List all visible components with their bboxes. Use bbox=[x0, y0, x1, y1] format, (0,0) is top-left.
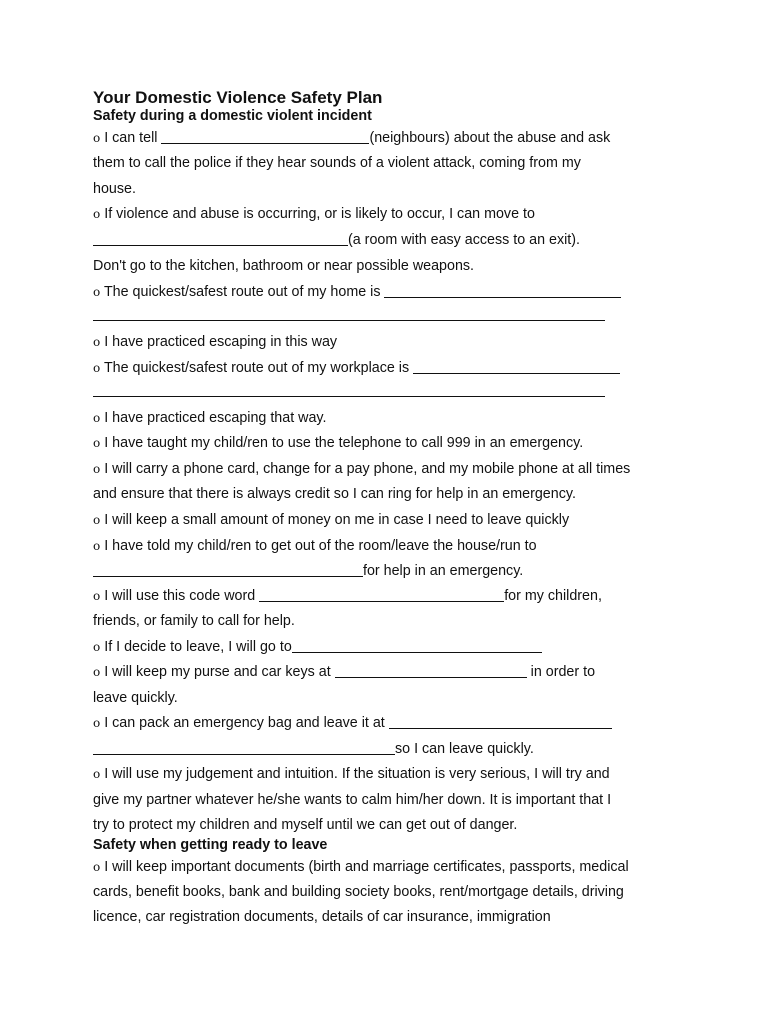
bullet: o bbox=[93, 411, 101, 425]
text: so I can leave quickly. bbox=[395, 741, 534, 757]
bullet: o bbox=[93, 436, 101, 450]
line-phone-card bbox=[93, 460, 630, 478]
bullet: o bbox=[93, 539, 101, 553]
bullet: o bbox=[93, 716, 101, 730]
line-money bbox=[93, 511, 569, 529]
line-call-police: them to call the police if they hear sounds of a violent attack, coming from my bbox=[93, 155, 581, 171]
line-workplace-route bbox=[93, 359, 620, 377]
line-licence: licence, car registration documents, details of car insurance, immigration bbox=[93, 909, 551, 925]
text: (a room with easy access to an exit). bbox=[348, 232, 581, 248]
line-leave-quickly: leave quickly. bbox=[93, 690, 178, 706]
text: for my children, bbox=[504, 588, 602, 604]
blank-field-code-word[interactable] bbox=[259, 587, 504, 602]
bullet: o bbox=[93, 285, 101, 299]
line-house: house. bbox=[93, 181, 136, 197]
line-move-to bbox=[93, 205, 535, 223]
blank-field-keys[interactable] bbox=[335, 663, 527, 678]
blank-field-go-to[interactable] bbox=[292, 638, 542, 653]
text: I will keep my purse and car keys at bbox=[104, 664, 331, 680]
blank-line-home-route[interactable] bbox=[93, 320, 605, 321]
text: in order to bbox=[530, 664, 596, 680]
blank-field-home-route[interactable] bbox=[384, 283, 621, 298]
bullet: o bbox=[93, 589, 101, 603]
line-decide-leave bbox=[93, 638, 542, 656]
text: I can tell bbox=[104, 130, 158, 146]
line-keys bbox=[93, 663, 595, 681]
text: If violence and abuse is occurring, or is likely to occur, I can move to bbox=[104, 206, 535, 222]
blank-field-run-to[interactable] bbox=[93, 562, 363, 577]
text: I will keep a small amount of money on me in case I need to leave quickly bbox=[104, 512, 570, 528]
blank-field-work-route[interactable] bbox=[413, 359, 620, 374]
bullet: o bbox=[93, 640, 101, 654]
text: If I decide to leave, I will go to bbox=[104, 639, 292, 655]
line-practiced-home bbox=[93, 333, 337, 351]
text: I have practiced escaping that way. bbox=[104, 410, 327, 426]
line-code-word bbox=[93, 587, 602, 605]
text: I will carry a phone card, change for a pay phone, and my mobile phone at all times bbox=[104, 461, 631, 477]
bullet: o bbox=[93, 207, 101, 221]
text: The quickest/safest route out of my home is bbox=[103, 284, 381, 300]
line-told-children bbox=[93, 537, 537, 555]
line-help-emergency bbox=[93, 562, 523, 580]
text: The quickest/safest route out of my workplace is bbox=[103, 360, 410, 376]
page-title: Your Domestic Violence Safety Plan bbox=[93, 88, 383, 107]
line-room-exit bbox=[93, 231, 580, 249]
text: I will use this code word bbox=[104, 588, 256, 604]
line-bag-quickly bbox=[93, 740, 534, 758]
text: I will keep important documents (birth and marriage certificates, passports, medical bbox=[104, 859, 629, 875]
bullet: o bbox=[93, 462, 101, 476]
bullet: o bbox=[93, 513, 101, 527]
bullet: o bbox=[93, 767, 101, 781]
line-judgement bbox=[93, 765, 610, 783]
bullet: o bbox=[93, 361, 101, 375]
line-taught-children bbox=[93, 434, 583, 452]
text: I have told my child/ren to get out of the room/leave the house/run to bbox=[104, 538, 537, 554]
line-protect: try to protect my children and myself until we can get out of danger. bbox=[93, 817, 518, 833]
line-avoid-weapons: Don't go to the kitchen, bathroom or near possible weapons. bbox=[93, 258, 475, 274]
line-documents bbox=[93, 858, 629, 876]
bullet: o bbox=[93, 665, 101, 679]
text: I will use my judgement and intuition. If the situation is very serious, I will try and bbox=[104, 766, 610, 782]
line-tell-neighbours bbox=[93, 129, 610, 147]
blank-line-work-route[interactable] bbox=[93, 396, 605, 397]
line-practiced-work bbox=[93, 409, 326, 427]
bullet: o bbox=[93, 860, 101, 874]
line-emergency-bag bbox=[93, 714, 612, 732]
blank-field-bag[interactable] bbox=[389, 714, 612, 729]
text: for help in an emergency. bbox=[363, 563, 524, 579]
line-cards: cards, benefit books, bank and building society books, rent/mortgage details, driving bbox=[93, 884, 624, 900]
line-home-route bbox=[93, 283, 621, 301]
line-credit: and ensure that there is always credit so I can ring for help in an emergency. bbox=[93, 486, 576, 502]
text: I have practiced escaping in this way bbox=[104, 334, 338, 350]
text: I have taught my child/ren to use the telephone to call 999 in an emergency. bbox=[104, 435, 584, 451]
section-heading-leave: Safety when getting ready to leave bbox=[93, 837, 328, 853]
blank-field-neighbours[interactable] bbox=[161, 129, 369, 144]
blank-field-room[interactable] bbox=[93, 231, 348, 246]
bullet: o bbox=[93, 131, 101, 145]
section-heading-incident: Safety during a domestic violent incident bbox=[93, 108, 372, 124]
bullet: o bbox=[93, 335, 101, 349]
line-call-for-help: friends, or family to call for help. bbox=[93, 613, 295, 629]
text: I can pack an emergency bag and leave it at bbox=[104, 715, 385, 731]
text: (neighbours) about the abuse and ask bbox=[369, 130, 611, 146]
line-partner: give my partner whatever he/she wants to calm him/her down. It is important that I bbox=[93, 792, 612, 808]
blank-field-bag-location[interactable] bbox=[93, 740, 395, 755]
